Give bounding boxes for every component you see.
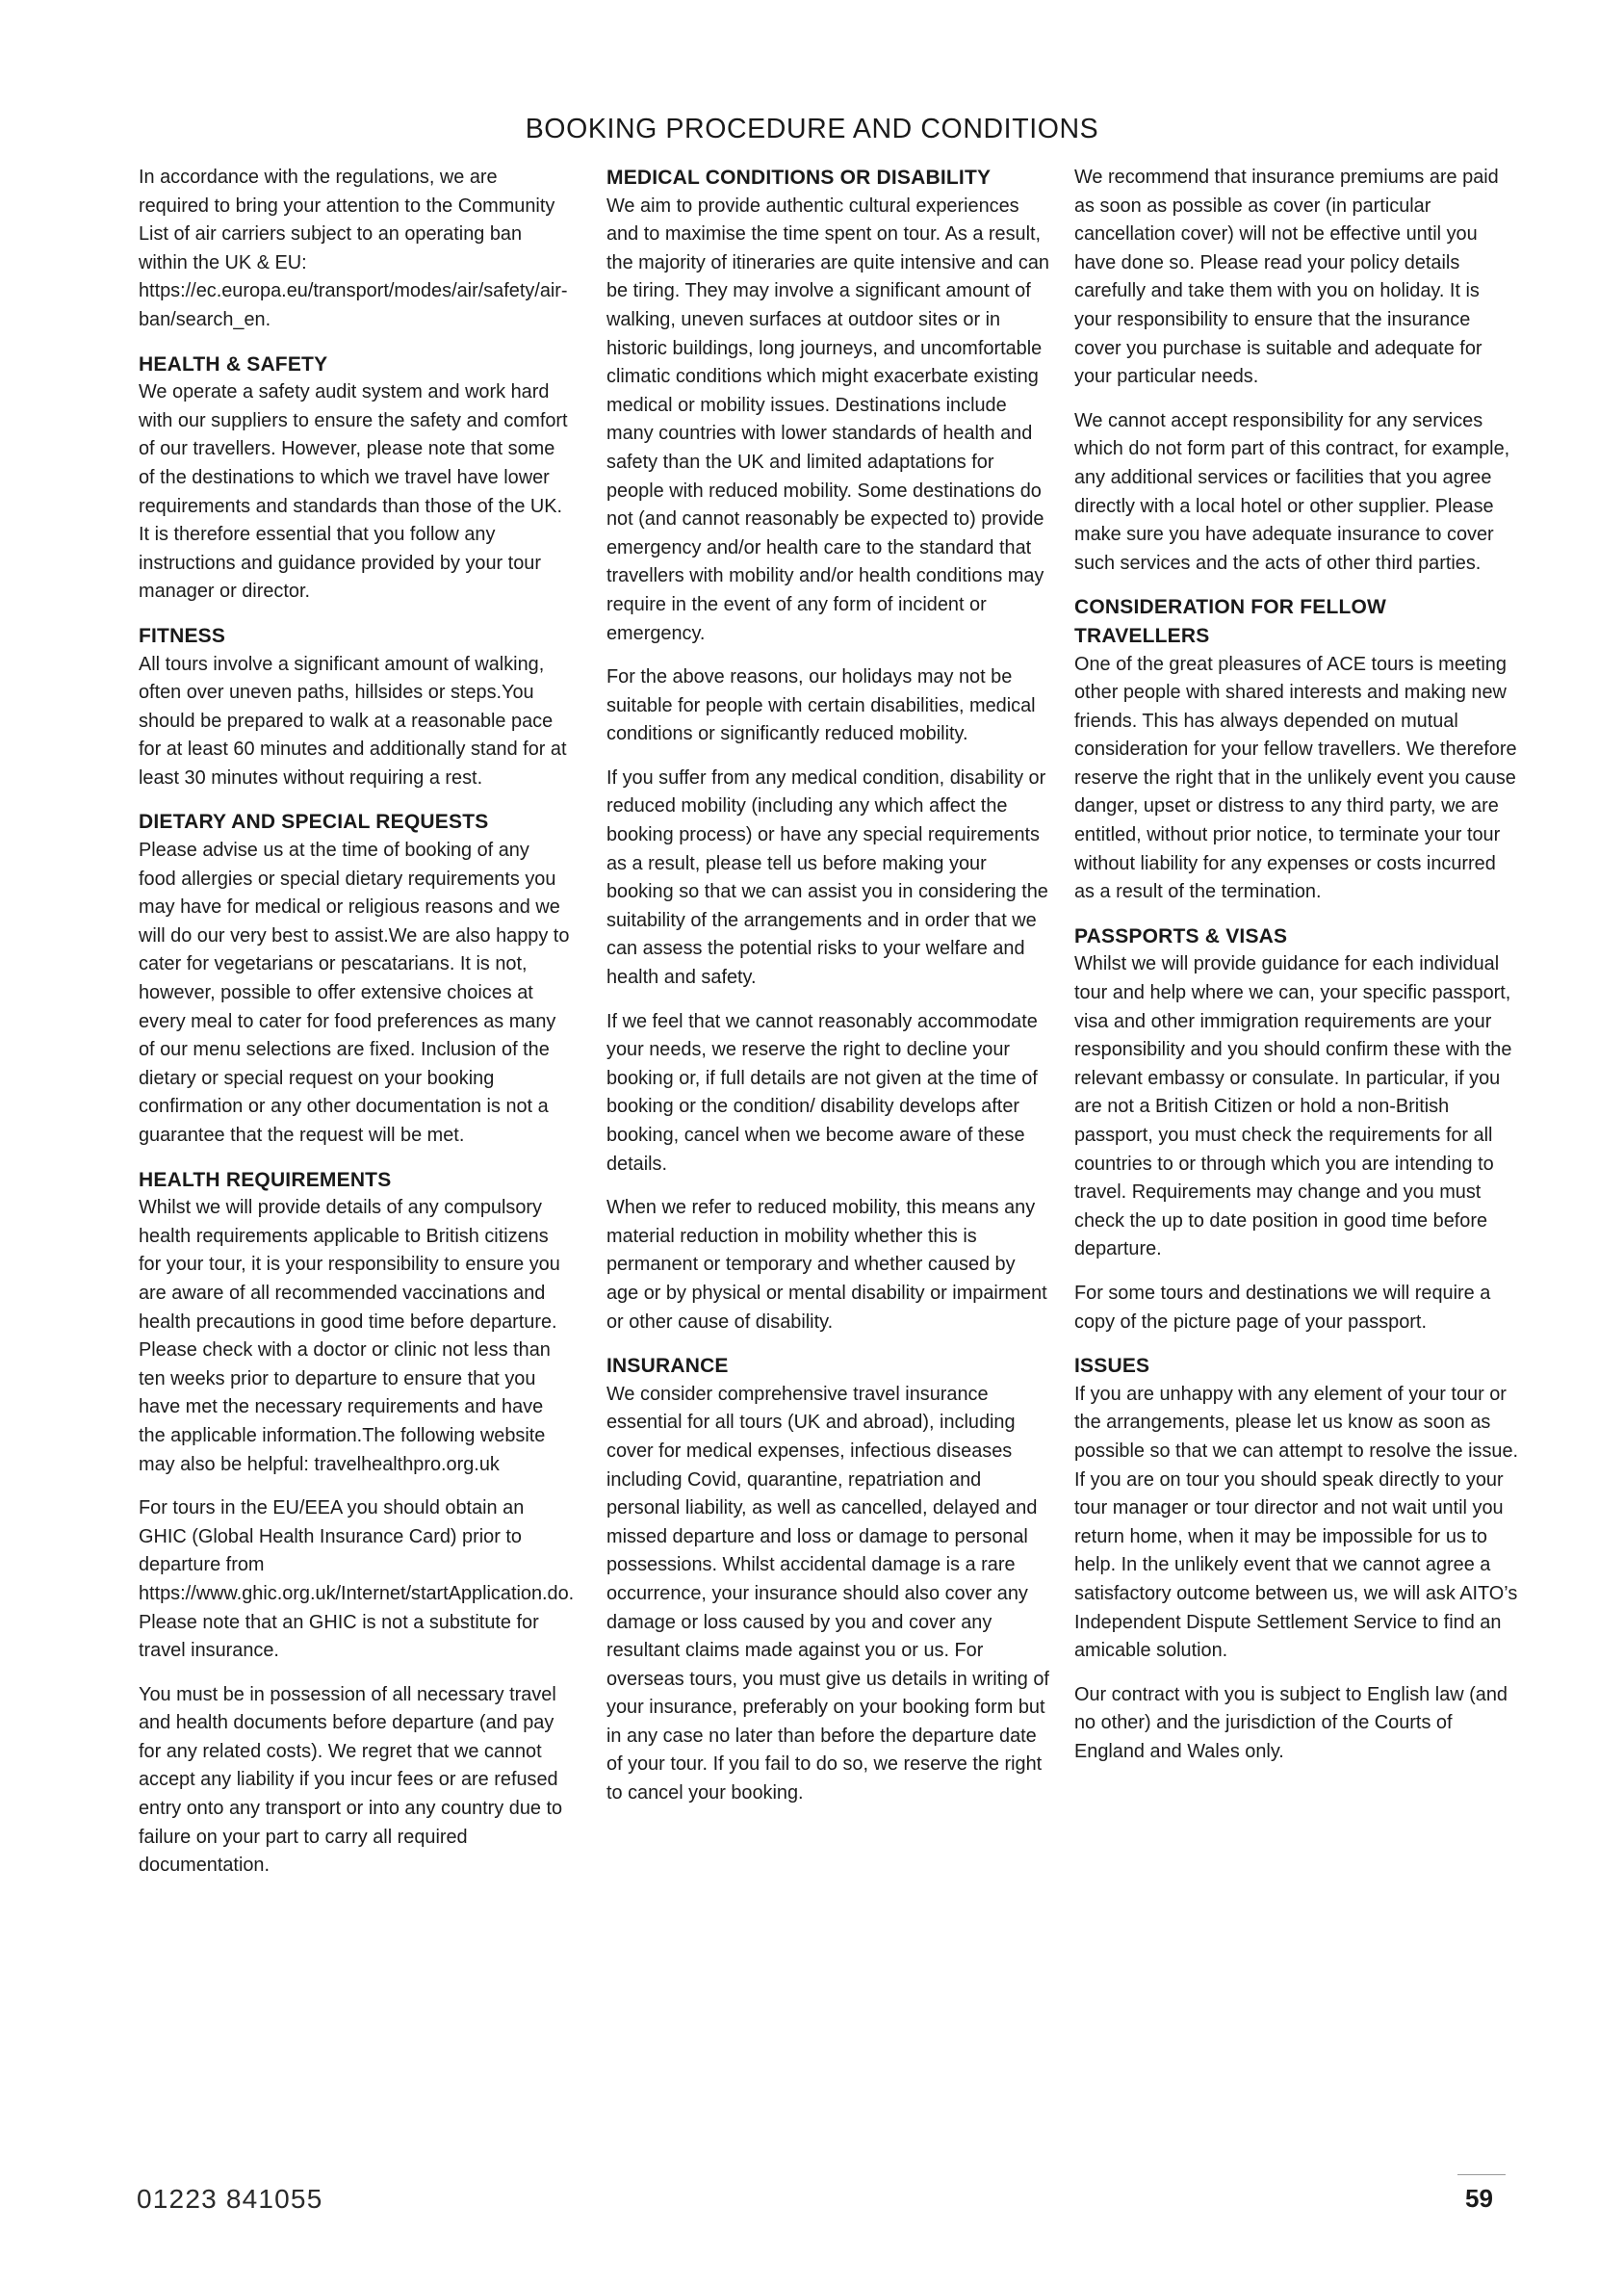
- column-left: [139, 164, 575, 1896]
- section-heading-issues: ISSUES: [1074, 1355, 1150, 1378]
- section-heading-dietary: DIETARY AND SPECIAL REQUESTS: [139, 811, 489, 834]
- page-number: 59: [1465, 2184, 1493, 2213]
- paragraph: Our contract with you is subject to English law (and no other) and the jurisdiction of the Courts of England and Wales only.: [1074, 1683, 1508, 1762]
- intro-paragraph: In accordance with the regulations, we are required to bring your attention to the Community List of air carriers subject to an operating ban within the UK & EU: https://ec.europa.eu/transport/modes/air/safety/air-ban/search_en.: [139, 167, 568, 330]
- section-heading-fitness: FITNESS: [139, 624, 226, 647]
- paragraph: We consider comprehensive travel insurance essential for all tours (UK and abroad), including cover for medical expenses, infectious diseases including Covid, quarantine, repatriation and personal liability, as well as cancelled, delayed and missed departure and loss or damage to personal possessions. Whilst accidental damage is a rare occurrence, your insurance should also cover any damage or loss caused by you and cover any resultant claims made against you or us. For overseas tours, you must give us details in writing of your insurance, preferably on your booking form but in any case no later than before the departure date of your tour. If you fail to do so, we reserve the right to cancel your booking.: [606, 1383, 1049, 1804]
- section-heading-health-safety: HEALTH & SAFETY: [139, 352, 328, 376]
- paragraph: For tours in the EU/EEA you should obtain an GHIC (Global Health Insurance Card) prior to departure from https://www.ghic.org.uk/Internet/startApplication.do. Please note that an GHIC is not a substitute for travel insurance.: [139, 1497, 575, 1662]
- footer-divider: [1457, 2174, 1506, 2175]
- section-heading-passports: PASSPORTS & VISAS: [1074, 924, 1288, 947]
- column-middle: [606, 164, 1051, 1824]
- paragraph: We cannot accept responsibility for any services which do not form part of this contract, for example, any additional services or facilities that you agree directly with a local hotel or other supplier. Please make sure you have adequate insurance to cover such services and the acts of other third parties.: [1074, 409, 1510, 574]
- section-heading-health-requirements: HEALTH REQUIREMENTS: [139, 1168, 392, 1191]
- footer-phone-number: 01223 841055: [137, 2184, 323, 2214]
- paragraph: When we refer to reduced mobility, this means any material reduction in mobility whether this is permanent or temporary and whether caused by age or by physical or mental disability or impairment or other cause of disability.: [606, 1197, 1047, 1333]
- paragraph: Whilst we will provide details of any compulsory health requirements applicable to British citizens for your tour, it is your responsibility to ensure you are aware of all recommended vaccinations and health precautions in good time before departure. Please check with a doctor or clinic not less than ten weeks prior to departure to ensure that you have met the necessary requirements and have the applicable information.The following website may also be helpful: travelhealthpro.org.uk: [139, 1197, 560, 1475]
- paragraph: One of the great pleasures of ACE tours is meeting other people with shared interests and making new friends. This has always depended on mutual consideration for your fellow travellers. We therefore reserve the right that in the unlikely event you cause danger, upset or distress to any third party, we are entitled, without prior notice, to terminate your tour without liability for any expenses or costs incurred as a result of the termination.: [1074, 653, 1517, 903]
- paragraph: If you suffer from any medical condition, disability or reduced mobility (including any which affect the booking process) or have any special requirements as a result, please tell us before making your booking so that we can assist you in considering the suitability of the arrangements and in order that we can assess the potential risks to your welfare and health and safety.: [606, 766, 1048, 989]
- paragraph: All tours involve a significant amount of walking, often over uneven paths, hillsides or steps.You should be prepared to walk at a reasonable pace for at least 60 minutes and additionally stand for at least 30 minutes without requiring a rest.: [139, 653, 567, 789]
- column-right: [1074, 164, 1519, 1781]
- paragraph: We operate a safety audit system and work hard with our suppliers to ensure the safety and comfort of our travellers. However, please note that some of the destinations to which we travel have lower requirements and standards than those of the UK. It is therefore essential that you follow any instructions and guidance provided by your tour manager or director.: [139, 381, 568, 603]
- paragraph: Please advise us at the time of booking of any food allergies or special dietary requirements you may have for medical or religious reasons and we will do our very best to assist.We are also happy to cater for vegetarians or pescatarians. It is not, however, possible to offer extensive choices at every meal to cater for food preferences as many of our menu selections are fixed. Inclusion of the dietary or special request on your booking confirmation or any other documentation is not a guarantee that the request will be met.: [139, 840, 570, 1146]
- page-title: BOOKING PROCEDURE AND CONDITIONS: [525, 114, 1099, 144]
- paragraph: For some tours and destinations we will require a copy of the picture page of your passport.: [1074, 1282, 1491, 1333]
- paragraph: If we feel that we cannot reasonably accommodate your needs, we reserve the right to decline your booking or, if full details are not given at the time of booking or the condition/ disability develops after booking, cancel when we become aware of these details.: [606, 1010, 1038, 1175]
- paragraph: Whilst we will provide guidance for each individual tour and help where we can, your specific passport, visa and other immigration requirements are your responsibility and you should confirm these with the relevant embassy or consulate. In particular, if you are not a British Citizen or hold a non-British passport, you must check the requirements for all countries to or through which you are intending to travel. Requirements may change and you must check the up to date position in good time before departure.: [1074, 953, 1512, 1260]
- section-heading-insurance: INSURANCE: [606, 1355, 729, 1378]
- paragraph: For the above reasons, our holidays may not be suitable for people with certain disabilities, medical conditions or significantly reduced mobility.: [606, 666, 1036, 745]
- paragraph: If you are unhappy with any element of your tour or the arrangements, please let us know as soon as possible so that we can attempt to resolve the issue. If you are on tour you should speak directly to your tour manager or tour director and not wait until you return home, when it may be impossible for us to help. In the unlikely event that we cannot agree a satisfactory outcome between us, we will ask AITO’s Independent Dispute Settlement Service to find an amicable solution.: [1074, 1383, 1519, 1662]
- section-heading-consideration: CONSIDERATION FOR FELLOW TRAVELLERS: [1074, 596, 1387, 647]
- section-heading-medical: MEDICAL CONDITIONS OR DISABILITY: [606, 167, 992, 189]
- paragraph: We aim to provide authentic cultural experiences and to maximise the time spent on tour. As a result, the majority of itineraries are quite intensive and can be tiring. They may involve a significant amount of walking, uneven surfaces at outdoor sites or in historic buildings, long journeys, and uncomfortable climatic conditions which might exacerbate existing medical or mobility issues. Destinations include many countries with lower standards of health and safety than the UK and limited adaptations for people with reduced mobility. Some destinations do not (and cannot reasonably be expected to) provide emergency and/or health care to the standard that travellers with mobility and/or health conditions may require in the event of any form of incident or emergency.: [606, 195, 1049, 644]
- paragraph: You must be in possession of all necessary travel and health documents before departure (and pay for any related costs). We regret that we cannot accept any liability if you incur fees or are refused entry onto any transport or into any country due to failure on your part to carry all required documentation.: [139, 1683, 563, 1877]
- paragraph: We recommend that insurance premiums are paid as soon as possible as cover (in particular cancellation cover) will not be effective until you have done so. Please read your policy details carefully and take them with you on holiday. It is your responsibility to ensure that the insurance cover you purchase is suitable and adequate for your particular needs.: [1074, 167, 1499, 388]
